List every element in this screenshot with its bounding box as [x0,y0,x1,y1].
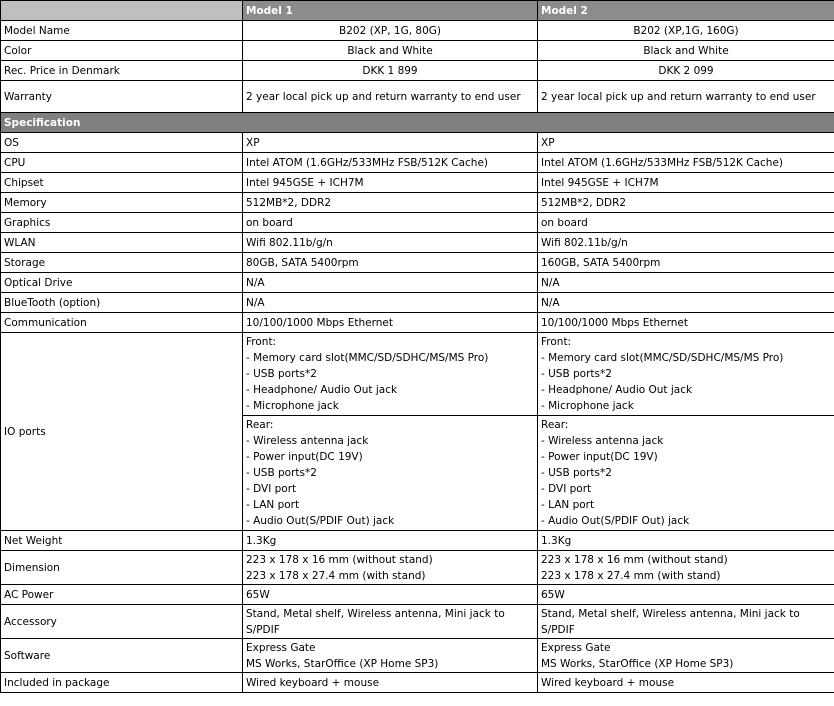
model-2-value: 160GB, SATA 5400rpm [538,253,834,273]
value-line: 223 x 178 x 27.4 mm (with stand) [246,569,426,582]
row-label: Rec. Price in Denmark [1,61,243,81]
value-line: Express Gate [246,641,316,654]
io-line: - Headphone/ Audio Out jack [541,384,693,396]
model-1-value: 65W [243,585,538,605]
model-1-value [243,605,538,639]
value-line: Stand, Metal shelf, Wireless antenna, Mini jack to [541,607,800,620]
io-line: - USB ports*2 [541,368,612,380]
model-2-value: Wifi 802.11b/g/n [538,233,834,253]
io-line: Rear: [246,419,274,431]
model-1-value: on board [243,213,538,233]
model-2-value [538,551,834,585]
model-1-value: Wifi 802.11b/g/n [243,233,538,253]
model-1-value: Intel 945GSE + ICH7M [243,173,538,193]
model-2-value: 65W [538,585,834,605]
row-label: Net Weight [1,531,243,551]
model-2-value: Wired keyboard + mouse [538,673,834,693]
model-2-value [538,605,834,639]
row-label: CPU [1,153,243,173]
value-line: 223 x 178 x 16 mm (without stand) [541,553,728,566]
model-1-value: 80GB, SATA 5400rpm [243,253,538,273]
io-line: - LAN port [246,499,300,511]
io-line: - LAN port [541,499,595,511]
row-label: IO ports [1,333,243,531]
io-line: Rear: [541,419,569,431]
table-row-wlan [1,233,834,253]
io-line: - Microphone jack [246,400,339,412]
io-line: Front: [246,336,277,348]
row-label: Storage [1,253,243,273]
model-2-value: N/A [538,273,834,293]
value-line: 223 x 178 x 27.4 mm (with stand) [541,569,721,582]
model-1-value: Wired keyboard + mouse [243,673,538,693]
model-1-value: N/A [243,293,538,313]
table-row-chipset [1,173,834,193]
table-row-warranty [1,81,834,113]
io-line: - Audio Out(S/PDIF Out) jack [541,515,690,527]
row-label: Chipset [1,173,243,193]
model-2-value: Intel 945GSE + ICH7M [538,173,834,193]
header-row [1,1,834,21]
row-label: Included in package [1,673,243,693]
table-row-io-front [1,333,834,416]
table-row-price [1,61,834,81]
model-1-value: 512MB*2, DDR2 [243,193,538,213]
io-line: - Wireless antenna jack [541,435,664,447]
header-model-1: Model 1 [243,1,538,21]
value-line: Express Gate [541,641,611,654]
model-1-value: 10/100/1000 Mbps Ethernet [243,313,538,333]
io-line: - DVI port [246,483,297,495]
row-label: BlueTooth (option) [1,293,243,313]
model-2-value: B202 (XP,1G, 160G) [538,21,834,41]
value-line: S/PDIF [541,623,575,636]
model-1-value: 2 year local pick up and return warranty to end user [243,81,538,113]
model-1-value: Intel ATOM (1.6GHz/533MHz FSB/512K Cache) [243,153,538,173]
model-2-value: XP [538,133,834,153]
model-2-value: 2 year local pick up and return warranty to end user [538,81,834,113]
io-line: - USB ports*2 [246,467,317,479]
io-line: - Memory card slot(MMC/SD/SDHC/MS/MS Pro) [246,352,489,364]
io-line: - Memory card slot(MMC/SD/SDHC/MS/MS Pro) [541,352,784,364]
row-label: Accessory [1,605,243,639]
io-line: - Audio Out(S/PDIF Out) jack [246,515,395,527]
table-row-communication [1,313,834,333]
io-line: - USB ports*2 [246,368,317,380]
row-label: Model Name [1,21,243,41]
io-line: - Microphone jack [541,400,634,412]
value-line: S/PDIF [246,623,280,636]
row-label: WLAN [1,233,243,253]
row-label: Optical Drive [1,273,243,293]
section-title: Specification [1,113,834,133]
model-2-value: on board [538,213,834,233]
table-row-software [1,639,834,673]
model-1-io-front [243,333,538,416]
row-label: Graphics [1,213,243,233]
model-2-value: 10/100/1000 Mbps Ethernet [538,313,834,333]
model-2-value: 512MB*2, DDR2 [538,193,834,213]
value-line: 223 x 178 x 16 mm (without stand) [246,553,433,566]
row-label: Memory [1,193,243,213]
model-2-value: DKK 2 099 [538,61,834,81]
table-row-optical-drive [1,273,834,293]
model-1-io-rear [243,416,538,531]
table-row-included [1,673,834,693]
value-line: MS Works, StarOffice (XP Home SP3) [541,657,734,670]
io-line: - Power input(DC 19V) [541,451,658,463]
table-row-net-weight [1,531,834,551]
model-2-value [538,639,834,673]
row-label: Dimension [1,551,243,585]
io-line: - Headphone/ Audio Out jack [246,384,398,396]
io-line: - Power input(DC 19V) [246,451,363,463]
table-row-ac-power [1,585,834,605]
table-row-bluetooth [1,293,834,313]
model-2-io-rear [538,416,834,531]
table-row-color [1,41,834,61]
io-line: Front: [541,336,572,348]
table-row-model-name [1,21,834,41]
model-2-value: N/A [538,293,834,313]
section-header-specification [1,113,834,133]
model-2-io-front [538,333,834,416]
row-label: Software [1,639,243,673]
io-line: - USB ports*2 [541,467,612,479]
table-row-dimension [1,551,834,585]
table-row-accessory [1,605,834,639]
io-line: - DVI port [541,483,592,495]
table-row-graphics [1,213,834,233]
model-2-value: 1.3Kg [538,531,834,551]
table-row-storage [1,253,834,273]
table-row-memory [1,193,834,213]
model-1-value [243,551,538,585]
row-label: Color [1,41,243,61]
row-label: Communication [1,313,243,333]
row-label: OS [1,133,243,153]
value-line: MS Works, StarOffice (XP Home SP3) [246,657,439,670]
model-1-value: XP [243,133,538,153]
model-1-value: DKK 1 899 [243,61,538,81]
model-1-value: N/A [243,273,538,293]
io-line: - Wireless antenna jack [246,435,369,447]
value-line: Stand, Metal shelf, Wireless antenna, Mini jack to [246,607,505,620]
model-2-value: Intel ATOM (1.6GHz/533MHz FSB/512K Cache) [538,153,834,173]
row-label: Warranty [1,81,243,113]
row-label: AC Power [1,585,243,605]
table-row-cpu [1,153,834,173]
table-row-os [1,133,834,153]
model-1-value [243,639,538,673]
header-label-cell [1,1,243,21]
model-1-value: B202 (XP, 1G, 80G) [243,21,538,41]
model-2-value: Black and White [538,41,834,61]
model-1-value: 1.3Kg [243,531,538,551]
header-model-2: Model 2 [538,1,834,21]
model-1-value: Black and White [243,41,538,61]
